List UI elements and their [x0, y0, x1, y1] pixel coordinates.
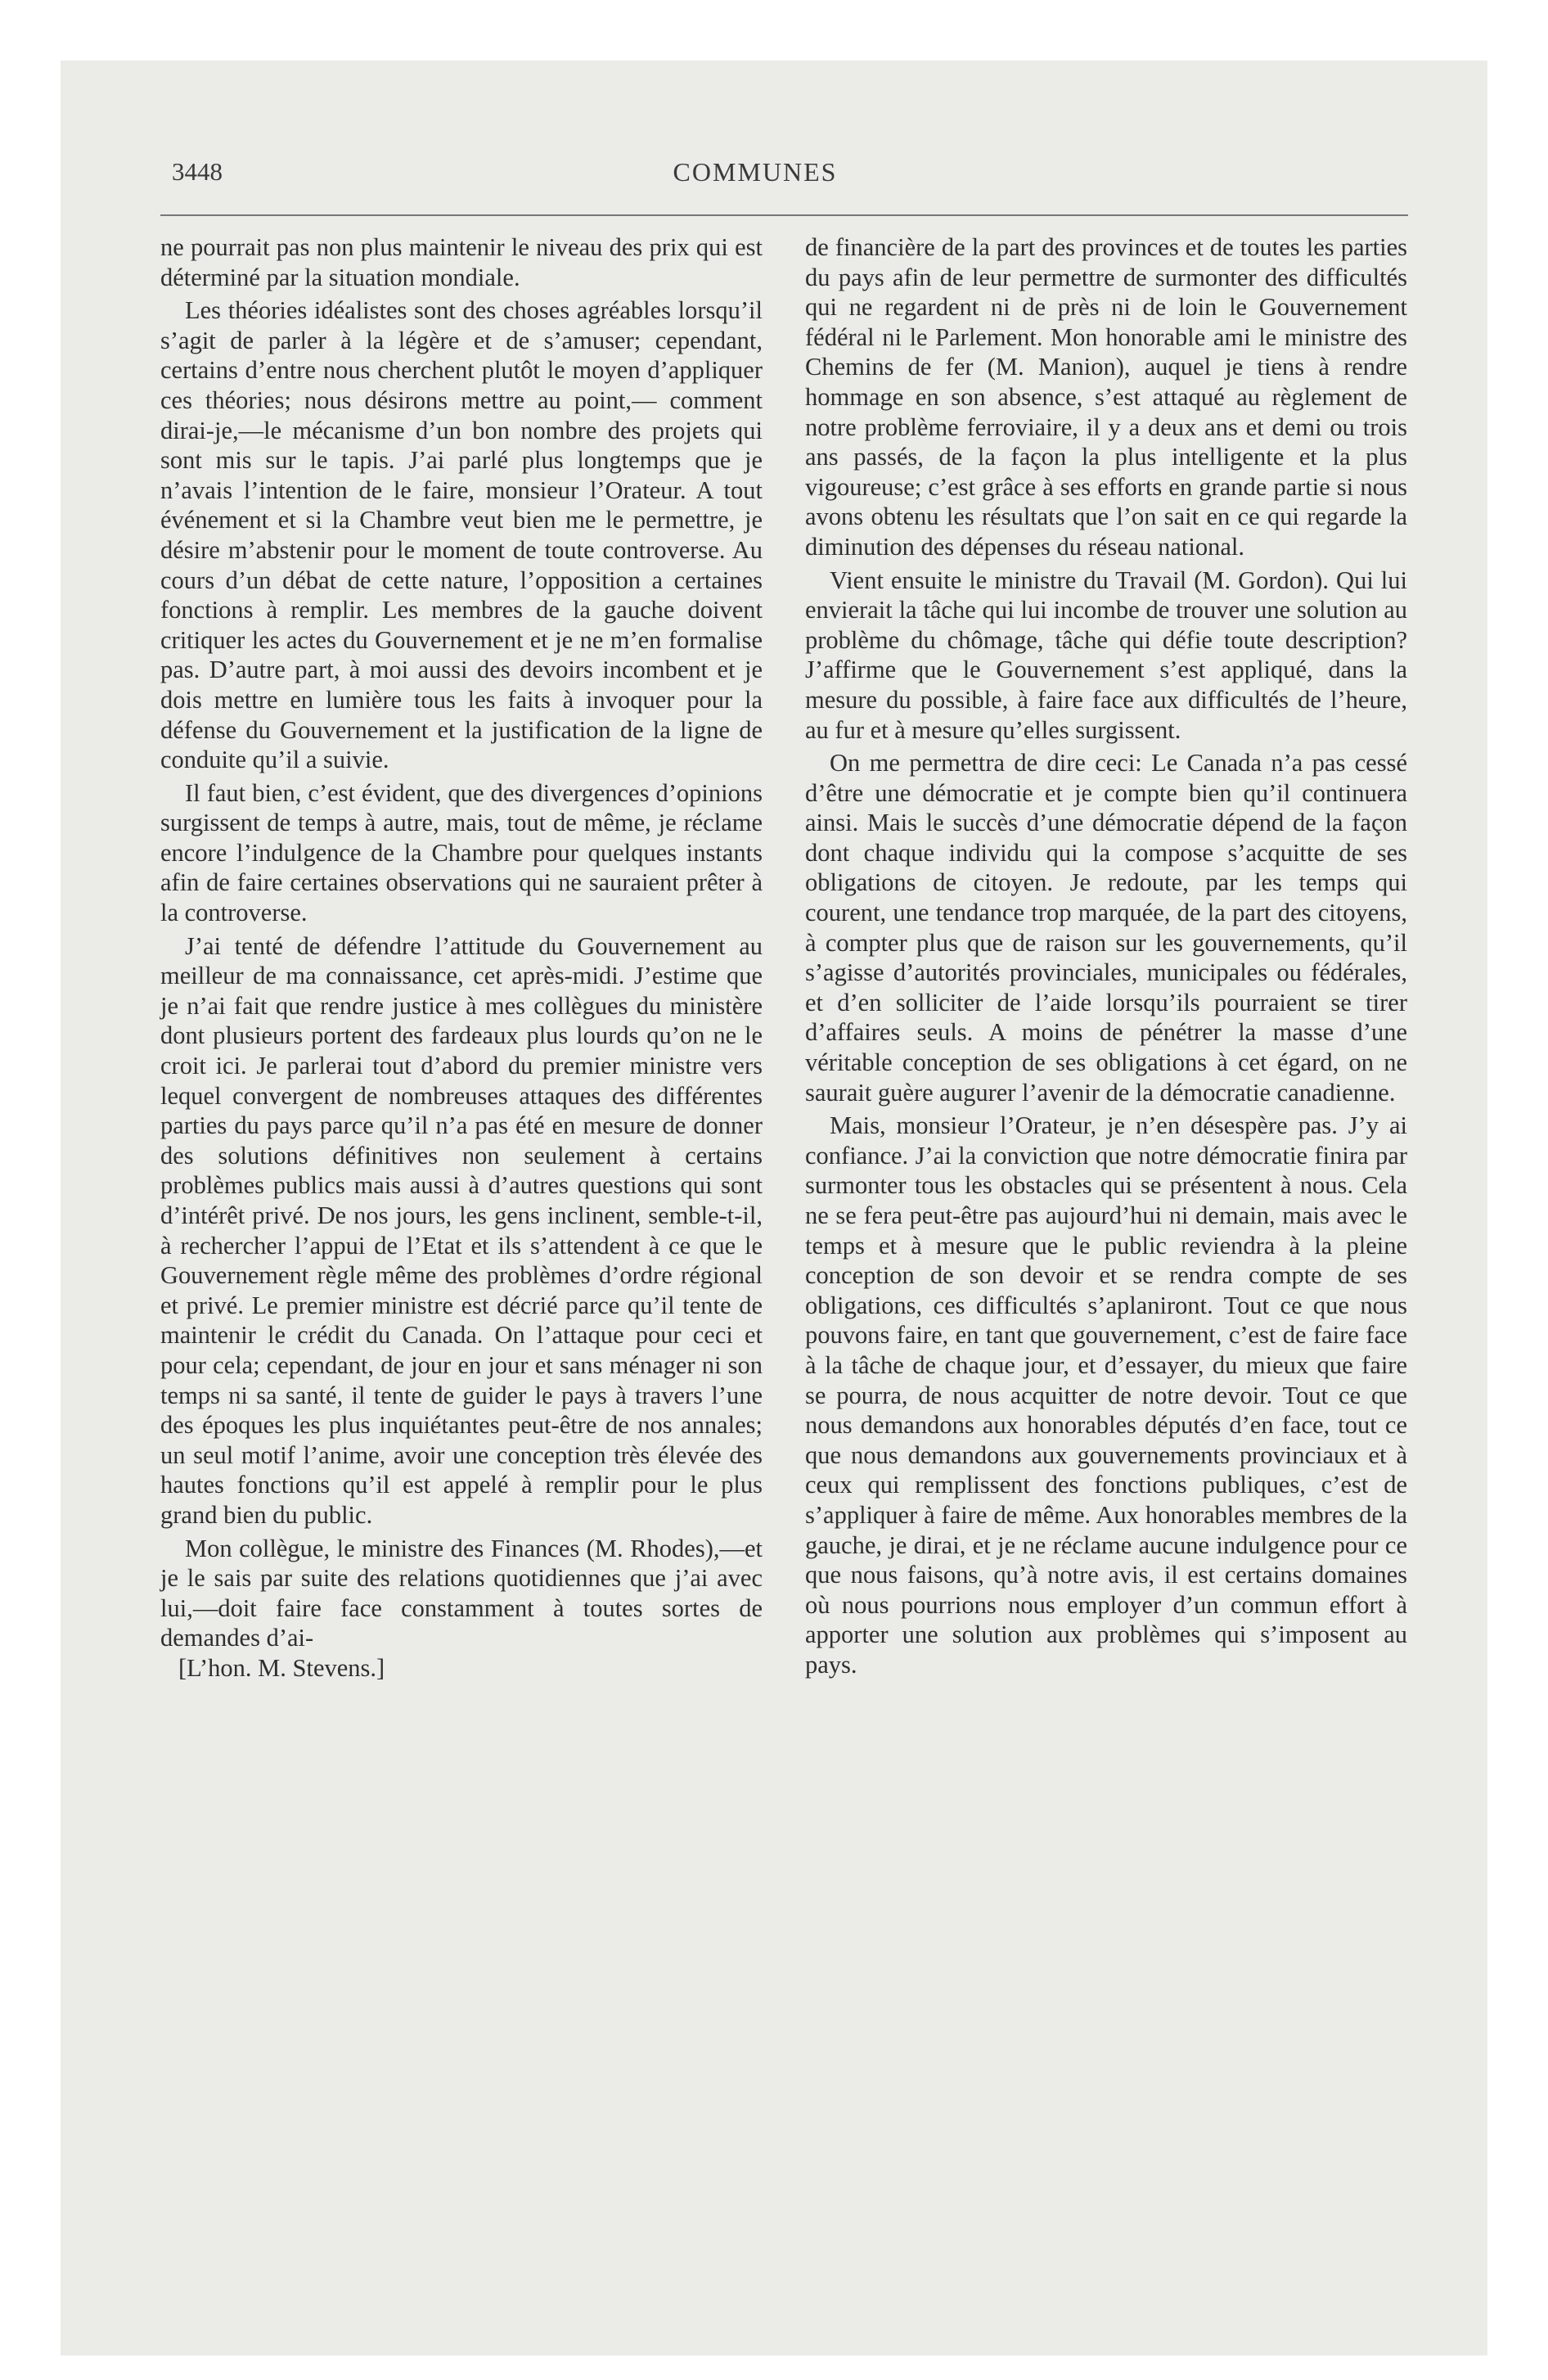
header-rule — [160, 214, 1408, 216]
left-column — [160, 232, 763, 1684]
paragraph: Il faut bien, c’est évident, que des divergences d’opinions surgissent de temps à autre, mais, tout de même, je réclame encore l’indulgence de la Chambre pour quelques instants afin de faire certaines observations qui ne sauraient prêter à la controverse. — [160, 778, 763, 927]
paragraph: ne pourrait pas non plus maintenir le niveau des prix qui est déterminé par la situation mondiale. — [160, 233, 763, 291]
right-column — [805, 232, 1407, 1680]
page-header — [105, 157, 1406, 193]
paragraph: Mais, monsieur l’Orateur, je n’en désespère pas. J’y ai confiance. J’ai la conviction que notre démocratie finira par surmonter tous les obstacles qui se présentent à nous. Cela ne se fera peut-être pas aujourd’hui ni demain, mais avec le temps et à mesure que le public reviendra à la pleine conception de son devoir et se rendra compte de ses obligations, ces difficultés s’aplaniront. Tout ce que nous pouvons faire, en tant que gouvernement, c’est de faire face à la tâche de chaque jour, et d’essayer, du mieux que faire se pourra, de nous acquitter de notre devoir. Tout ce que nous demandons aux honorables députés d’en face, tout ce que nous demandons aux gouvernements provinciaux et à ceux qui remplissent des fonctions publiques, c’est de s’appliquer à faire de même. Aux honorables membres de la gauche, je dirai, et je ne réclame aucune indulgence pour ce que nous faisons, qu’à notre avis, il est certains domaines où nous pourrions nous employer d’un commun effort à apporter une solution aux problèmes qui s’imposent au pays. — [805, 1111, 1407, 1679]
running-title: COMMUNES — [673, 157, 838, 187]
paragraph: Les théories idéalistes sont des choses agréables lorsqu’il s’agit de parler à la légère et de s’amuser; cependant, certains d’entre nous cherchent plutôt le moyen d’appliquer ces théories; nous désirons mettre au point,— comment dirai-je,—le mécanisme d’un bon nombre des projets qui sont mis sur le tapis. J’ai parlé plus longtemps que je n’avais l’intention de le faire, monsieur l’Orateur. A tout événement et si la Chambre veut bien me le permettre, je désire m’abstenir pour le moment de toute controverse. Au cours d’un débat de cette nature, l’opposition a certaines fonctions à remplir. Les membres de la gauche doivent critiquer les actes du Gouvernement et je ne m’en formalise pas. D’autre part, à moi aussi des devoirs incombent et je dois mettre en lumière tous les faits à invoquer pour la défense du Gouvernement et la justification de la ligne de conduite qu’il a suivie. — [160, 296, 763, 774]
paragraph: de financière de la part des provinces et de toutes les parties du pays afin de leur permettre de surmonter des difficultés qui ne regardent ni de près ni de loin le Gouvernement fédéral ni le Parlement. Mon honorable ami le ministre des Chemins de fer (M. Manion), auquel je tiens à rendre hommage en son absence, s’est attaqué au règlement de notre problème ferroviaire, il y a deux ans et demi ou trois ans passés, de la façon la plus intelligente et la plus vigoureuse; c’est grâce à ses efforts en grande partie si nous avons obtenu les résultats que l’on sait en ce qui regarde la diminution des dépenses du réseau national. — [805, 233, 1407, 561]
paragraph: On me permettra de dire ceci: Le Canada n’a pas cessé d’être une démocratie et je compte bien qu’il continuera ainsi. Mais le succès d’une démocratie dépend de la façon dont chaque individu qui la compose s’acquitte de ses obligations de citoyen. Je redoute, par les temps qui courent, une tendance trop marquée, de la part des citoyens, à compter plus que de raison sur les gouvernements, qu’il s’agisse d’autorités provinciales, municipales ou fédérales, et d’en solliciter de l’aide lorsqu’ils pourraient se tirer d’affaires seuls. A moins de pénétrer la masse d’une véritable conception de ses obligations à cet égard, on ne saurait guère augurer l’avenir de la démocratie canadienne. — [805, 749, 1407, 1107]
paragraph: J’ai tenté de défendre l’attitude du Gouvernement au meilleur de ma connaissance, cet après-midi. J’estime que je n’ai fait que rendre justice à mes collègues du ministère dont plusieurs portent des fardeaux plus lourds qu’on ne le croit ici. Je parlerai tout d’abord du premier ministre vers lequel convergent de nombreuses attaques des différentes parties du pays parce qu’il n’a pas été en mesure de donner des solutions définitives non seulement à certains problèmes publics mais aussi à d’autres questions qui sont d’intérêt privé. De nos jours, les gens inclinent, semble-t-il, à rechercher l’appui de l’Etat et ils s’attendent à ce que le Gouvernement règle même des problèmes d’ordre régional et privé. Le premier ministre est décrié parce qu’il tente de maintenir le crédit du Canada. On l’attaque pour ceci et pour cela; cependant, de jour en jour et sans ménager ni son temps ni sa santé, il tente de guider le pays à travers l’une des époques les plus inquiétantes peut-être de nos annales; un seul motif l’anime, avoir une conception très élevée des hautes fonctions qu’il est appelé à remplir pour le plus grand bien du public. — [160, 931, 763, 1529]
paragraph: Vient ensuite le ministre du Travail (M. Gordon). Qui lui envierait la tâche qui lui incombe de trouver une solution au problème du chômage, tâche qui défie toute description? J’affirme que le Gouvernement s’est appliqué, dans la mesure du possible, à faire face aux difficultés de l’heure, au fur et à mesure qu’elles surgissent. — [805, 566, 1407, 744]
speaker-attribution: [L’hon. M. Stevens.] — [178, 1653, 385, 1682]
page-number: 3448 — [172, 157, 223, 186]
paragraph: Mon collègue, le ministre des Finances (M. Rhodes),—et je le sais par suite des relations quotidiennes que j’ai avec lui,—doit faire face constamment à toutes sortes de demandes d’ai- — [160, 1534, 763, 1652]
